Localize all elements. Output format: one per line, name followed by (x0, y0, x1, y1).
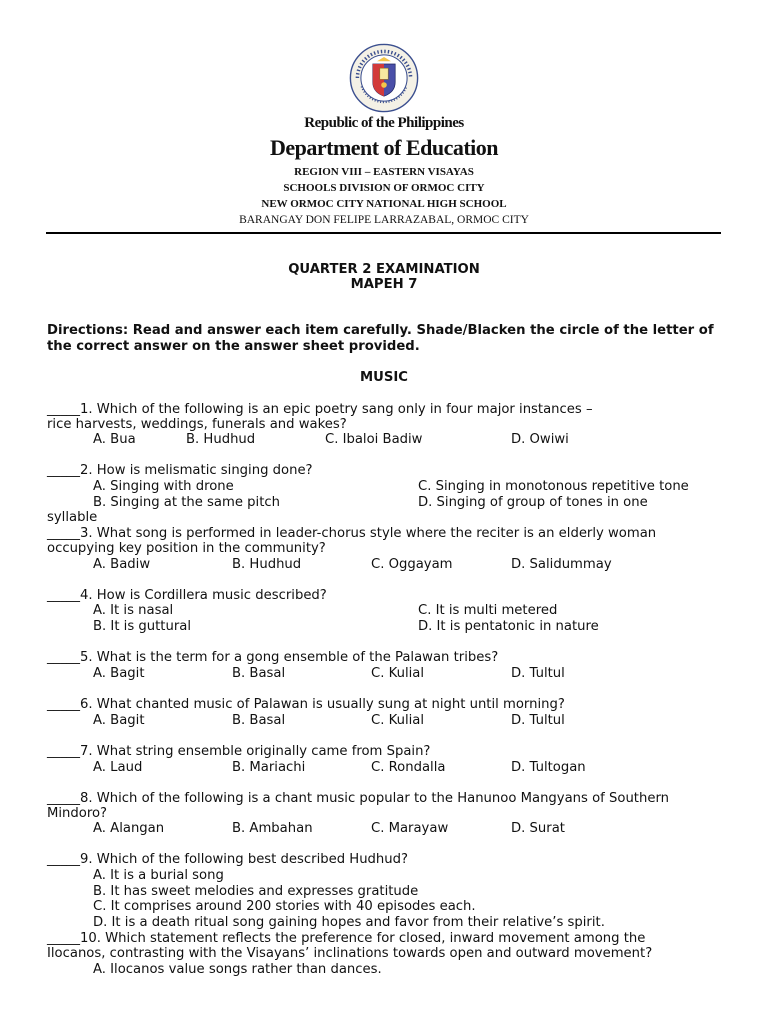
header-divider (46, 232, 721, 234)
question-text: _____5. What is the term for a gong ensemble of the Palawan tribes? (47, 650, 499, 665)
question-text: _____9. Which of the following best described Hudhud? (47, 852, 409, 867)
answer-choice-wrap: syllable (47, 510, 98, 525)
answer-choice: A. Bagit (93, 713, 145, 728)
answer-choice: B. Hudhud (186, 432, 256, 447)
answer-choice: B. It is guttural (93, 619, 192, 634)
question-text: _____10. Which statement reflects the preference for closed, inward movement among the (47, 931, 646, 946)
region-line: REGION VIII – EASTERN VISAYAS (294, 166, 474, 178)
division-line: SCHOOLS DIVISION OF ORMOC CITY (283, 182, 485, 194)
answer-choice: A. Badiw (93, 557, 151, 572)
answer-choice: C. Oggayam (371, 557, 453, 572)
answer-choice: C. Kulial (371, 713, 425, 728)
answer-choice: A. Bagit (93, 666, 145, 681)
school-line: NEW ORMOC CITY NATIONAL HIGH SCHOOL (261, 198, 507, 210)
answer-choice: D. Tultogan (511, 760, 586, 775)
answer-choice: B. Ambahan (232, 821, 313, 836)
answer-choice: A. Bua (93, 432, 136, 447)
answer-choice: B. It has sweet melodies and expresses gratitude (93, 884, 419, 899)
question-text: Ilocanos, contrasting with the Visayans’ inclinations towards open and outward movement? (47, 946, 653, 961)
directions: Directions: Read and answer each item carefully. Shade/Blacken the circle of the letter of the correct answer on the answer sheet provided. (47, 323, 714, 354)
answer-choice: C. Kulial (371, 666, 425, 681)
answer-choice: D. Tultul (511, 713, 565, 728)
department-heading: Department of Education (269, 135, 499, 160)
answer-choice: C. Rondalla (371, 760, 446, 775)
answer-choice: A. Singing with drone (93, 479, 234, 494)
question-text: _____1. Which of the following is an epic poetry sang only in four major instances – (47, 402, 593, 417)
question-text: occupying key position in the community? (47, 541, 326, 556)
question-text: _____2. How is melismatic singing done? (47, 463, 313, 478)
answer-choice: B. Mariachi (232, 760, 306, 775)
answer-choice: A. Ilocanos value songs rather than dances. (93, 962, 382, 977)
answer-choice: D. It is a death ritual song gaining hopes and favor from their relative’s spirit. (93, 915, 605, 930)
answer-choice: D. Owiwi (511, 432, 569, 447)
answer-choice: A. Alangan (93, 821, 165, 836)
answer-choice: D. Tultul (511, 666, 565, 681)
answer-choice: C. It is multi metered (418, 603, 558, 618)
answer-choice: C. Singing in monotonous repetitive tone (418, 479, 689, 494)
answer-choice: D. Salidummay (511, 557, 612, 572)
question-text: _____3. What song is performed in leader-chorus style where the reciter is an elderly woman (47, 526, 657, 541)
answer-choice: A. It is a burial song (93, 868, 224, 883)
question-text: _____8. Which of the following is a chant music popular to the Hanunoo Mangyans of Southern (47, 791, 669, 806)
question-text: rice harvests, weddings, funerals and wakes? (47, 417, 347, 432)
question-text: _____7. What string ensemble originally came from Spain? (47, 744, 431, 759)
deped-seal-icon (349, 43, 419, 113)
answer-choice: B. Basal (232, 666, 286, 681)
answer-choice: B. Basal (232, 713, 286, 728)
answer-choice: D. It is pentatonic in nature (418, 619, 599, 634)
answer-choice: C. It comprises around 200 stories with 40 episodes each. (93, 899, 476, 914)
answer-choice: A. Laud (93, 760, 143, 775)
question-text: _____4. How is Cordillera music described? (47, 588, 327, 603)
question-text: Mindoro? (47, 806, 108, 821)
answer-choice: A. It is nasal (93, 603, 174, 618)
exam-title: QUARTER 2 EXAMINATION (288, 262, 480, 277)
address-line: BARANGAY DON FELIPE LARRAZABAL, ORMOC CITY (239, 214, 529, 226)
republic-heading: Republic of the Philippines (304, 115, 464, 131)
answer-choice: B. Hudhud (232, 557, 302, 572)
exam-subject: MAPEH 7 (350, 277, 418, 292)
section-title: MUSIC (360, 370, 408, 385)
answer-choice: D. Surat (511, 821, 565, 836)
answer-choice: C. Marayaw (371, 821, 449, 836)
answer-choice: C. Ibaloi Badiw (325, 432, 423, 447)
answer-choice: D. Singing of group of tones in one (418, 495, 648, 510)
answer-choice: B. Singing at the same pitch (93, 495, 280, 510)
question-text: _____6. What chanted music of Palawan is usually sung at night until morning? (47, 697, 565, 712)
